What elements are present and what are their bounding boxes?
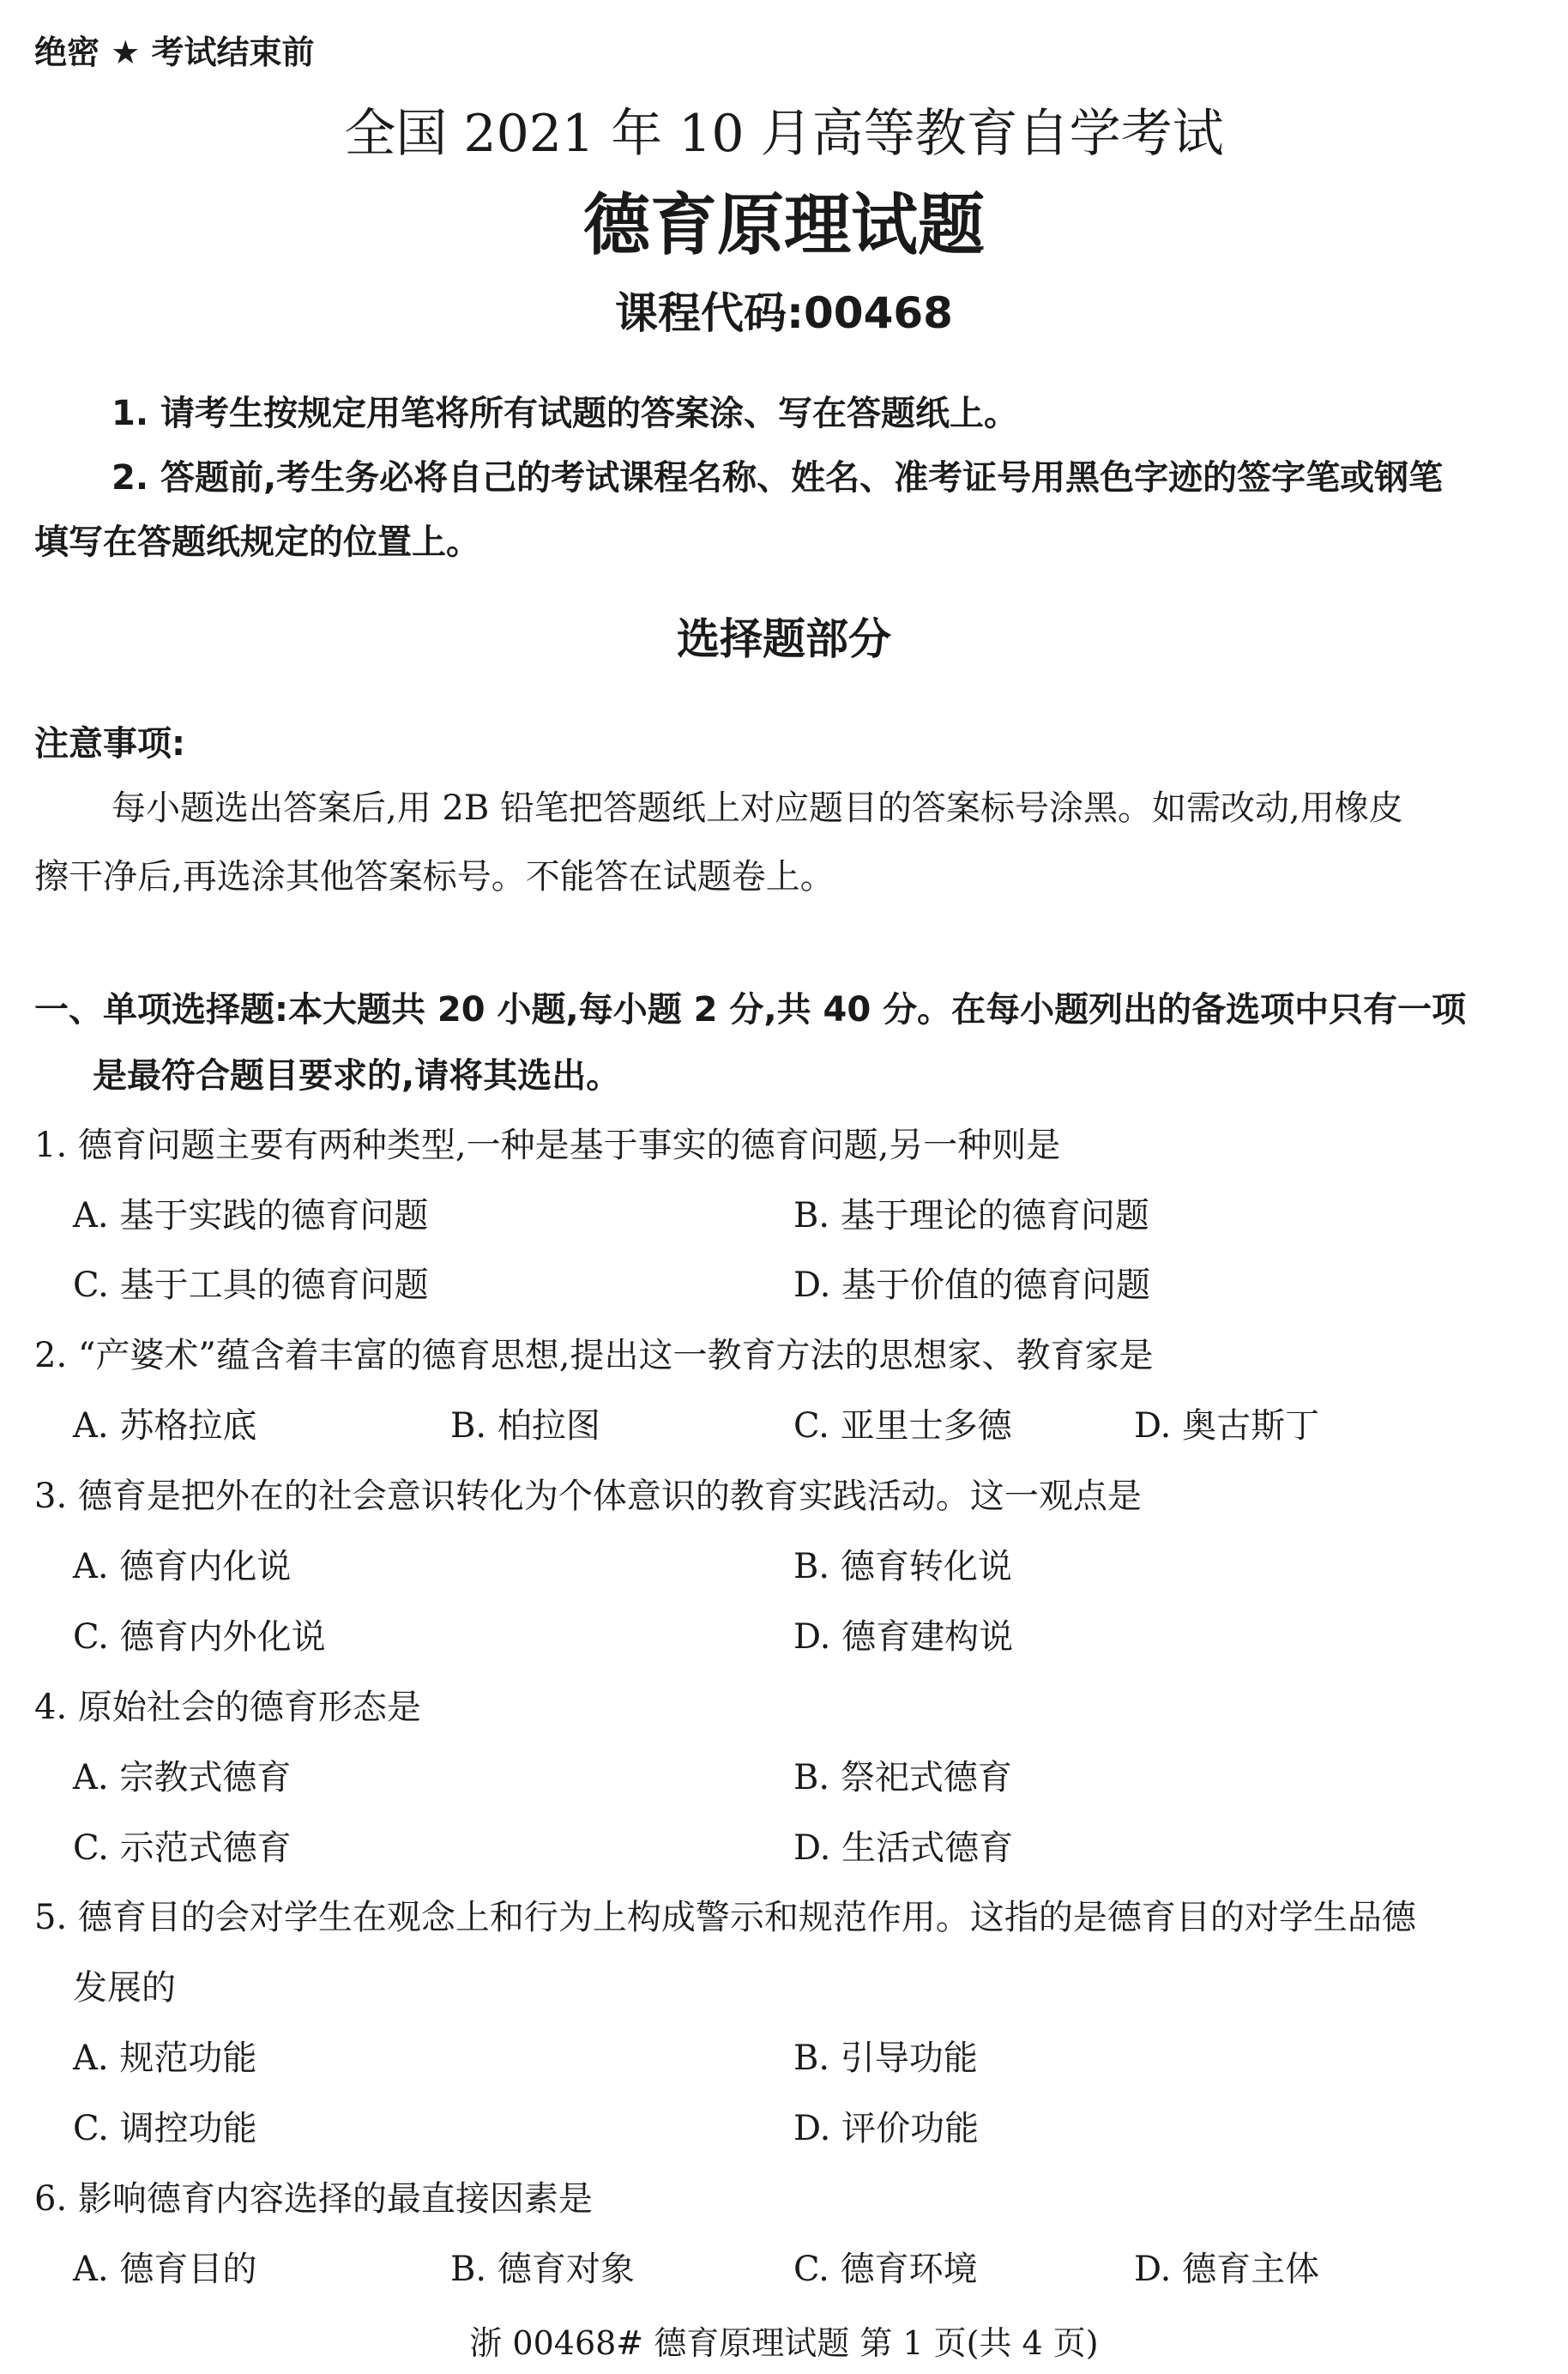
question-1-option-b: B. 基于理论的德育问题 bbox=[793, 1196, 1149, 1235]
question-6-option-b: B. 德育对象 bbox=[450, 2250, 635, 2289]
instruction-2-line1: 2. 答题前,考生务必将自己的考试课程名称、姓名、准考证号用黑色字迹的签字笔或钢笔 bbox=[112, 458, 1444, 498]
question-1-stem: 1. 德育问题主要有两种类型,一种是基于事实的德育问题,另一种则是 bbox=[34, 1126, 1061, 1165]
question-6-option-c: C. 德育环境 bbox=[793, 2250, 978, 2289]
notes-line1: 每小题选出答案后,用 2B 铅笔把答题纸上对应题目的答案标号涂黑。如需改动,用橡皮 bbox=[112, 788, 1403, 828]
question-3-stem: 3. 德育是把外在的社会意识转化为个体意识的教育实践活动。这一观点是 bbox=[34, 1477, 1142, 1516]
question-1-option-a: A. 基于实践的德育问题 bbox=[73, 1196, 429, 1235]
question-3-option-c: C. 德育内外化说 bbox=[73, 1617, 326, 1657]
question-6-stem: 6. 影响德育内容选择的最直接因素是 bbox=[34, 2179, 593, 2219]
question-4-option-d: D. 生活式德育 bbox=[793, 1828, 1014, 1868]
question-2-option-b: B. 柏拉图 bbox=[450, 1406, 600, 1446]
question-5-stem: 5. 德育目的会对学生在观念上和行为上构成警示和规范作用。这指的是德育目的对学生品德 bbox=[34, 1898, 1416, 1937]
section-heading: 选择题部分 bbox=[677, 614, 891, 664]
question-1-option-c: C. 基于工具的德育问题 bbox=[73, 1266, 429, 1305]
exam-title: 全国 2021 年 10 月高等教育自学考试 bbox=[344, 104, 1224, 164]
instruction-2-line2: 填写在答题纸规定的位置上。 bbox=[34, 523, 480, 562]
question-5-option-d: D. 评价功能 bbox=[793, 2109, 980, 2148]
question-6-option-a: A. 德育目的 bbox=[73, 2250, 257, 2289]
part1-heading-line1: 一、单项选择题:本大题共 20 小题,每小题 2 分,共 40 分。在每小题列出的备选项中只有一项 bbox=[34, 990, 1467, 1030]
question-5-option-b: B. 引导功能 bbox=[793, 2039, 978, 2078]
notes-label: 注意事项: bbox=[34, 724, 185, 764]
question-3-option-a: A. 德育内化说 bbox=[73, 1547, 292, 1586]
question-2-option-a: A. 苏格拉底 bbox=[73, 1406, 257, 1446]
question-2-option-c: C. 亚里士多德 bbox=[793, 1406, 1012, 1446]
question-2-option-d: D. 奥古斯丁 bbox=[1134, 1406, 1320, 1446]
course-code: 课程代码:00468 bbox=[615, 288, 953, 338]
question-5-stem-line2: 发展的 bbox=[73, 1968, 176, 2008]
question-4-option-c: C. 示范式德育 bbox=[73, 1828, 292, 1868]
part1-heading-line2: 是最符合题目要求的,请将其选出。 bbox=[93, 1056, 621, 1096]
subject-title: 德育原理试题 bbox=[582, 187, 985, 264]
page-footer: 浙 00468# 德育原理试题 第 1 页(共 4 页) bbox=[469, 2324, 1099, 2362]
question-3-option-d: D. 德育建构说 bbox=[793, 1617, 1014, 1657]
question-4-stem: 4. 原始社会的德育形态是 bbox=[34, 1688, 421, 1727]
question-4-option-a: A. 宗教式德育 bbox=[73, 1758, 292, 1797]
question-5-option-c: C. 调控功能 bbox=[73, 2109, 257, 2148]
question-1-option-d: D. 基于价值的德育问题 bbox=[793, 1266, 1151, 1305]
question-2-stem: 2. “产婆术”蕴含着丰富的德育思想,提出这一教育方法的思想家、教育家是 bbox=[34, 1336, 1154, 1375]
question-5-option-a: A. 规范功能 bbox=[73, 2039, 257, 2078]
instruction-1: 1. 请考生按规定用笔将所有试题的答案涂、写在答题纸上。 bbox=[112, 394, 1018, 433]
notes-line2: 擦干净后,再选涂其他答案标号。不能答在试题卷上。 bbox=[34, 857, 835, 897]
question-4-option-b: B. 祭祀式德育 bbox=[793, 1758, 1012, 1797]
confidential-label: 绝密 ★ 考试结束前 bbox=[34, 33, 315, 71]
question-3-option-b: B. 德育转化说 bbox=[793, 1547, 1012, 1586]
question-6-option-d: D. 德育主体 bbox=[1134, 2250, 1320, 2289]
